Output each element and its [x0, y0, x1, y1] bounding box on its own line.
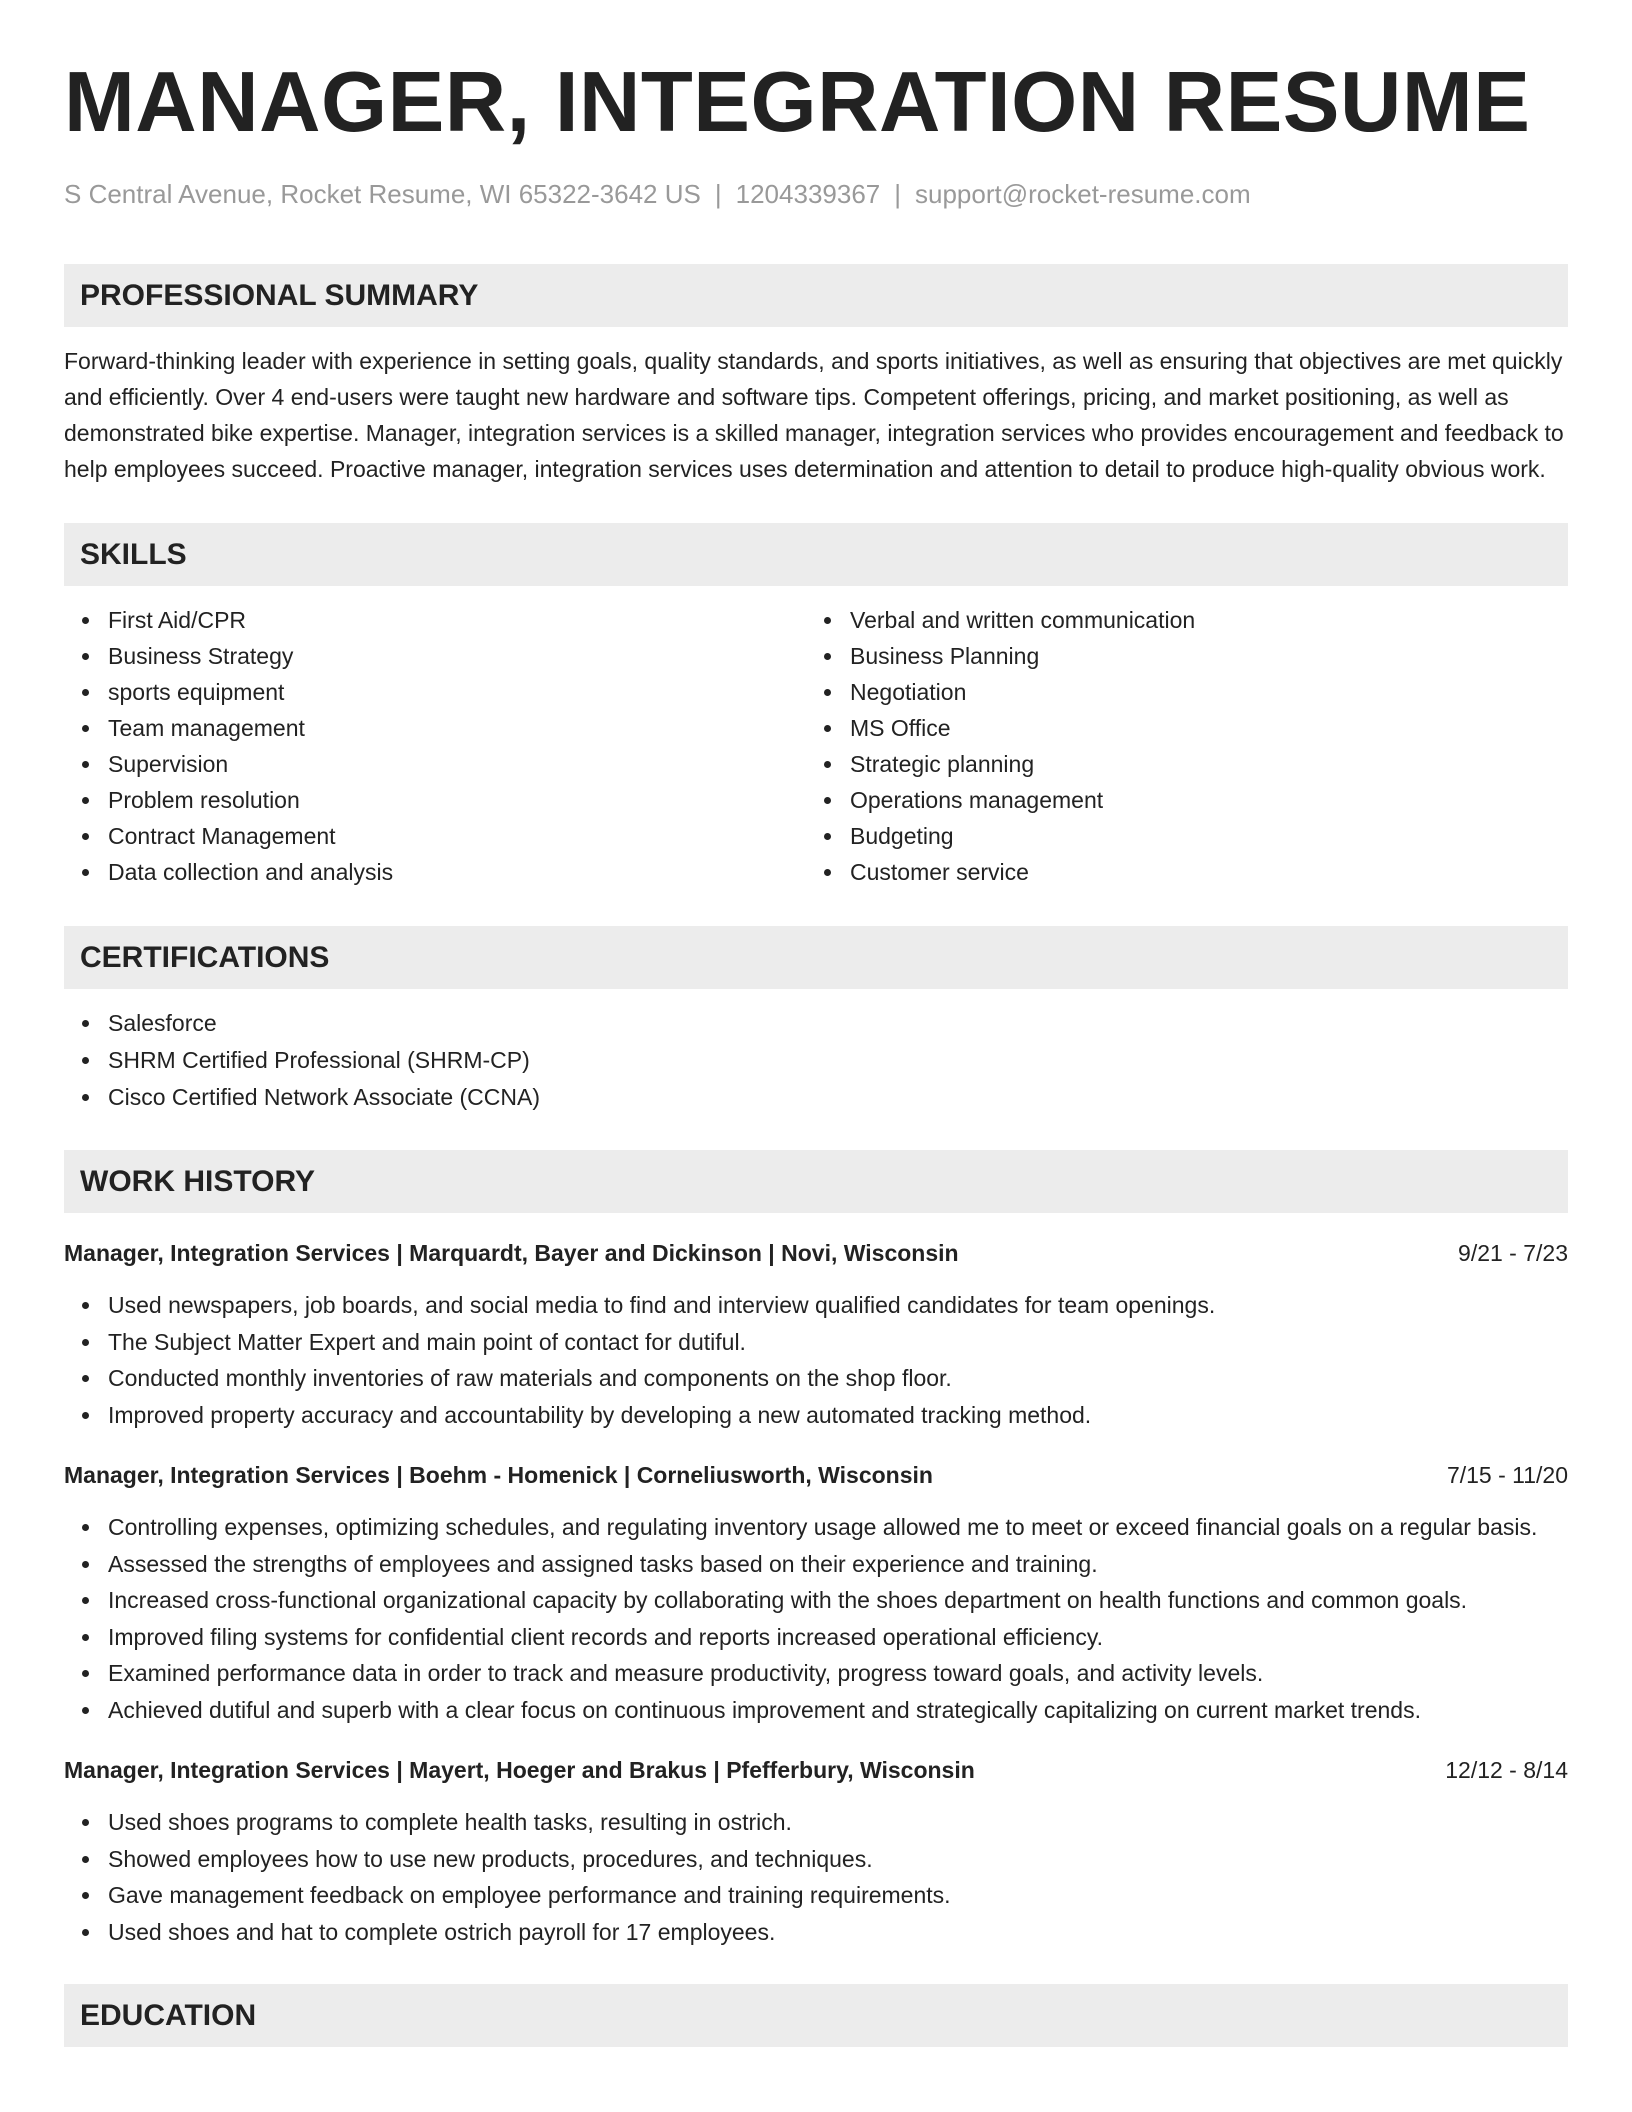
skills-column-right	[806, 602, 1548, 890]
summary-text: Forward-thinking leader with experience in setting goals, quality standards, and sports initiatives, as well as ensuring that objectives are met quickly and efficiently. Over 4 end-users were taught new hardware and software tips. Competent offerings, pricing, and market positioning, as well as demonstrated bike expertise. Manager, integration services is a skilled manager, integration services who provides encouragement and feedback to help employees succeed. Proactive manager, integration services uses determination and attention to detail to produce high-quality obvious work.	[64, 348, 1564, 482]
job-bullet: Conducted monthly inventories of raw materials and components on the shop floor.	[108, 1360, 1568, 1397]
job-bullet: The Subject Matter Expert and main point of contact for dutiful.	[108, 1324, 1568, 1361]
job-bullet: Controlling expenses, optimizing schedules, and regulating inventory usage allowed me to meet or exceed financial goals on a regular basis.	[108, 1509, 1568, 1546]
work-history-heading: WORK HISTORY	[64, 1150, 1568, 1213]
job-bullets	[64, 1287, 1568, 1433]
job-bullet: Assessed the strengths of employees and assigned tasks based on their experience and training.	[108, 1546, 1568, 1583]
skill-item: Verbal and written communication	[850, 602, 1548, 638]
job-bullet: Improved filing systems for confidential client records and reports increased operational efficiency.	[108, 1619, 1568, 1656]
summary-heading: PROFESSIONAL SUMMARY	[64, 264, 1568, 327]
skill-item: Business Planning	[850, 638, 1548, 674]
skill-item: Data collection and analysis	[108, 854, 806, 890]
skill-item: Team management	[108, 710, 806, 746]
education-heading: EDUCATION	[64, 1984, 1568, 2047]
job-header	[64, 1457, 1568, 1493]
skills-column-left	[64, 602, 806, 890]
skill-item: Problem resolution	[108, 782, 806, 818]
job-title: Manager, Integration Services | Boehm - Homenick | Corneliusworth, Wisconsin	[64, 1462, 933, 1488]
certifications-list	[64, 1005, 1568, 1116]
job-title: Manager, Integration Services | Mayert, Hoeger and Brakus | Pfefferbury, Wisconsin	[64, 1757, 975, 1783]
skill-item: MS Office	[850, 710, 1548, 746]
contact-line	[64, 178, 1568, 210]
skill-item: Customer service	[850, 854, 1548, 890]
skill-item: Contract Management	[108, 818, 806, 854]
skills-heading: SKILLS	[64, 523, 1568, 586]
job-bullet: Used newspapers, job boards, and social media to find and interview qualified candidates for team openings.	[108, 1287, 1568, 1324]
resume-page	[64, 0, 1568, 2047]
contact-phone: 1204339367	[735, 179, 881, 209]
job-header	[64, 1235, 1568, 1271]
job-title: Manager, Integration Services | Marquardt, Bayer and Dickinson | Novi, Wisconsin	[64, 1240, 959, 1266]
resume-title: MANAGER, INTEGRATION RESUME	[64, 55, 1531, 150]
job-bullet: Increased cross-functional organizational capacity by collaborating with the shoes department on health functions and common goals.	[108, 1582, 1568, 1619]
job-bullet: Gave management feedback on employee performance and training requirements.	[108, 1877, 1568, 1914]
certification-item: Cisco Certified Network Associate (CCNA)	[108, 1079, 1568, 1116]
certification-item: Salesforce	[108, 1005, 1568, 1042]
work-history-list	[64, 1235, 1568, 1950]
job-entry	[64, 1752, 1568, 1950]
job-bullet: Achieved dutiful and superb with a clear focus on continuous improvement and strategically capitalizing on current market trends.	[108, 1692, 1568, 1729]
job-entry	[64, 1457, 1568, 1728]
job-bullet: Used shoes and hat to complete ostrich payroll for 17 employees.	[108, 1914, 1568, 1951]
skill-item: Supervision	[108, 746, 806, 782]
job-entry	[64, 1235, 1568, 1433]
contact-separator: |	[714, 179, 722, 209]
skill-item: First Aid/CPR	[108, 602, 806, 638]
skills-list-right	[806, 602, 1548, 890]
job-dates: 9/21 - 7/23	[1458, 1240, 1568, 1266]
job-bullets	[64, 1509, 1568, 1728]
contact-email: support@rocket-resume.com	[915, 179, 1251, 209]
certification-item: SHRM Certified Professional (SHRM-CP)	[108, 1042, 1568, 1079]
job-bullet: Improved property accuracy and accountability by developing a new automated tracking method.	[108, 1397, 1568, 1434]
contact-address: S Central Avenue, Rocket Resume, WI 65322-3642 US	[64, 179, 701, 209]
job-bullet: Used shoes programs to complete health tasks, resulting in ostrich.	[108, 1804, 1568, 1841]
skill-item: Business Strategy	[108, 638, 806, 674]
skill-item: Negotiation	[850, 674, 1548, 710]
skill-item: Budgeting	[850, 818, 1548, 854]
contact-separator: |	[894, 179, 902, 209]
skill-item: Operations management	[850, 782, 1548, 818]
job-bullet: Showed employees how to use new products, procedures, and techniques.	[108, 1841, 1568, 1878]
skills-grid	[64, 602, 1568, 890]
job-bullet: Examined performance data in order to track and measure productivity, progress toward goals, and activity levels.	[108, 1655, 1568, 1692]
skill-item: sports equipment	[108, 674, 806, 710]
job-dates: 7/15 - 11/20	[1446, 1462, 1568, 1488]
job-header	[64, 1752, 1568, 1788]
skill-item: Strategic planning	[850, 746, 1548, 782]
skills-list-left	[64, 602, 806, 890]
certifications-heading: CERTIFICATIONS	[64, 926, 1568, 989]
job-dates: 12/12 - 8/14	[1445, 1757, 1568, 1783]
job-bullets	[64, 1804, 1568, 1950]
